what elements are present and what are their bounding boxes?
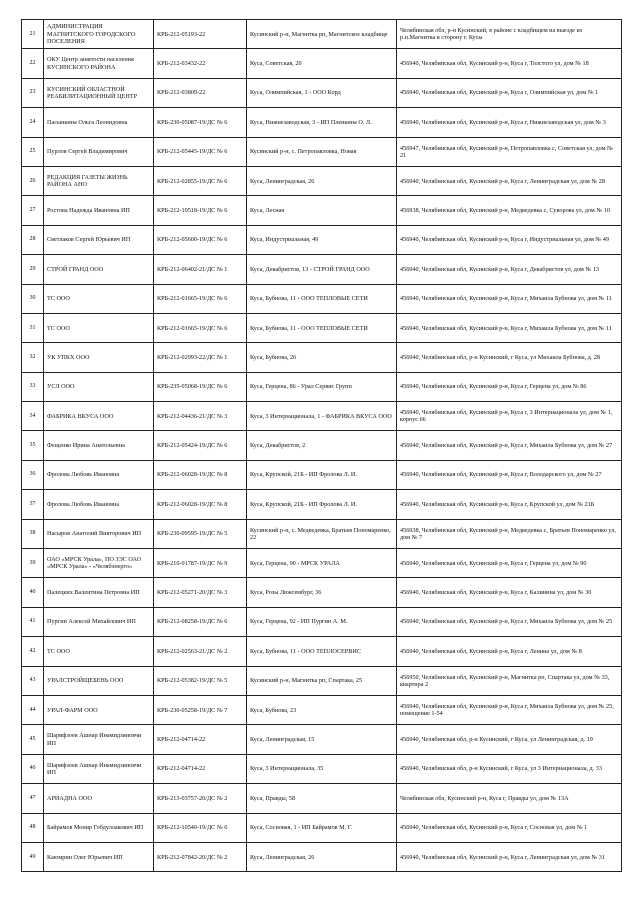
row-number-cell: 27	[22, 196, 44, 225]
table-row	[22, 313, 622, 342]
legal-address-cell: 456940, Челябинская обл, Кусинский р-н, Куса г, Нижнезаводская ул, дом № 3	[397, 108, 622, 137]
organization-name-cell: Насыров Анатолий Викторович ИП	[44, 519, 154, 548]
organization-name-cell: Каюмрин Олег Юрьевич ИП	[44, 842, 154, 871]
organization-name-cell: АДМИНИСТРАЦИЯ МАГНИТСКОГО ГОРОДСКОГО ПОСЕЛЕНИЯ	[44, 20, 154, 49]
table-row	[22, 372, 622, 401]
table-row	[22, 549, 622, 578]
row-number-cell: 28	[22, 225, 44, 254]
registry-code-cell: КРБ-212-05600-19/ДС № 6	[154, 225, 247, 254]
object-location-cell: Куса, Ленинградская, 26	[247, 842, 397, 871]
organization-name-cell: ТС ООО	[44, 313, 154, 342]
legal-address-cell: Челябинская обл, р-н Кусинский, в районе с кладбищем на выезде из р.п.Магнитка в сторону г. Кусы	[397, 20, 622, 49]
legal-address-cell: 456940, Челябинская обл, р-н Кусинский, г Куса, ул Ленинградская, д. 19	[397, 725, 622, 754]
registry-code-cell: КРБ-230-09595-19/ДС № 5	[154, 519, 247, 548]
table-row	[22, 284, 622, 313]
registry-code-cell: КРБ-212-01665-19/ДС № 6	[154, 313, 247, 342]
object-location-cell: Куса, Декабристов, 13 - СТРОЙ ГРАНД ООО	[247, 255, 397, 284]
legal-address-cell: 456940, Челябинская обл, Кусинский р-н, Куса г, Ленинградская ул, дом № 28	[397, 166, 622, 195]
table-row	[22, 20, 622, 49]
legal-address-cell: 456938, Челябинская обл, Кусинский р-н, Медведевка с, Братьев Пономаренко ул, дом № 7	[397, 519, 622, 548]
organization-name-cell: АРИАДНА ООО	[44, 784, 154, 813]
row-number-cell: 33	[22, 372, 44, 401]
organization-name-cell: Байрамов Монир Гобдуллакович ИП	[44, 813, 154, 842]
row-number-cell: 32	[22, 343, 44, 372]
table-row	[22, 813, 622, 842]
legal-address-cell: 456940, Челябинская обл, Кусинский р-н, Куса г, Михаила Бубнова ул, дом № 11	[397, 313, 622, 342]
object-location-cell: Куса, Крупской, 21Б - ИП Фролова Л. И.	[247, 490, 397, 519]
object-location-cell: Куса, Бубнова, 23	[247, 695, 397, 724]
organization-name-cell: РЕДАКЦИЯ ГАЗЕТЫ ЖИЗНЬ РАЙОНА АНО	[44, 166, 154, 195]
registry-code-cell: КРБ-212-05382-19/ДС № 5	[154, 666, 247, 695]
object-location-cell: Куса, Крупской, 21Б - ИП Фролова Л. И.	[247, 460, 397, 489]
legal-address-cell: 456940, Челябинская обл, Кусинский р-н, Куса г, Сосновая ул, дом № 1	[397, 813, 622, 842]
row-number-cell: 21	[22, 20, 44, 49]
object-location-cell: Куса, Лесная	[247, 196, 397, 225]
row-number-cell: 31	[22, 313, 44, 342]
registry-code-cell: КРБ-212-04714-22	[154, 725, 247, 754]
legal-address-cell: 456940, Челябинская обл, Кусинский р-н, Куса г, Володарского ул, дом № 27	[397, 460, 622, 489]
registry-code-cell: КРБ-212-03809-22	[154, 78, 247, 107]
row-number-cell: 46	[22, 754, 44, 783]
organization-name-cell: Шарифзоев Ашнар Инамидзиновчи ИП	[44, 725, 154, 754]
table-row	[22, 578, 622, 607]
registry-code-cell: КРБ-210-01787-19/ДС № 9	[154, 549, 247, 578]
row-number-cell: 45	[22, 725, 44, 754]
legal-address-cell: 456940, Челябинская обл, Кусинский р-н, Куса г, Ленинградская ул, дом № 31	[397, 842, 622, 871]
organization-name-cell: Пургин Алексей Михайлович ИП	[44, 607, 154, 636]
row-number-cell: 26	[22, 166, 44, 195]
table-row	[22, 255, 622, 284]
registry-code-cell: КРБ-212-05424-19/ДС № 6	[154, 431, 247, 460]
registry-code-cell: КРБ-230-05258-19/ДС № 7	[154, 695, 247, 724]
organization-name-cell: Пасынкина Ольга Леонидовна	[44, 108, 154, 137]
legal-address-cell: 456940, Челябинская обл, Кусинский р-н, Куса г, Герцена ул, дом № 86	[397, 372, 622, 401]
legal-address-cell: 456940, Челябинская обл, Кусинский р-н, Куса г, Декабристов ул, дом № 13	[397, 255, 622, 284]
object-location-cell: Куса, Бубнова, 11 - ООО ТЕПЛОВЫЕ СЕТИ	[247, 313, 397, 342]
registry-code-cell: КРБ-212-05271-20/ДС № 3	[154, 578, 247, 607]
table-row	[22, 666, 622, 695]
row-number-cell: 29	[22, 255, 44, 284]
object-location-cell: Куса, Бубнова, 11 - ООО ТЕПЛОСЕРВИС	[247, 637, 397, 666]
object-location-cell: Куса, Бубнова, 11 - ООО ТЕПЛОВЫЕ СЕТИ	[247, 284, 397, 313]
row-number-cell: 38	[22, 519, 44, 548]
organization-name-cell: Пурлов Сергей Владимирович	[44, 137, 154, 166]
object-location-cell: Куса, Советская, 20	[247, 49, 397, 78]
registry-code-cell: КРБ-212-05193-22	[154, 20, 247, 49]
registry-table-body	[22, 20, 622, 872]
row-number-cell: 22	[22, 49, 44, 78]
legal-address-cell: 456940, Челябинская обл, Кусинский р-н, Куса г, Калинина ул, дом № 30	[397, 578, 622, 607]
table-row	[22, 637, 622, 666]
organization-name-cell: УК УПКХ ООО	[44, 343, 154, 372]
object-location-cell: Куса, Правды, 58	[247, 784, 397, 813]
organization-name-cell: Ростова Надежда Ивановна ИП	[44, 196, 154, 225]
legal-address-cell: Челябинская обл, Кусинский р-н, Куса г, Правды ул, дом № 13А	[397, 784, 622, 813]
table-row	[22, 695, 622, 724]
organization-name-cell: Фролова Любовь Ивановна	[44, 460, 154, 489]
object-location-cell: Куса, 3 Интернационала, 1 - ФАБРИКА ВКУСА ООО	[247, 402, 397, 431]
object-location-cell: Куса, Ленинградская, 15	[247, 725, 397, 754]
registry-code-cell: КРБ-212-02563-21/ДС № 2	[154, 637, 247, 666]
organization-name-cell: Фещенко Ирина Анатольевна	[44, 431, 154, 460]
table-row	[22, 842, 622, 871]
legal-address-cell: 456940, Челябинская обл, Кусинский р-н, Куса г, 3 Интернационала ул, дом № 1, корпус 66	[397, 402, 622, 431]
object-location-cell: Куса, Сосновая, 1 - ИП Байрамов М. Г.	[247, 813, 397, 842]
row-number-cell: 25	[22, 137, 44, 166]
object-location-cell: Куса, Бубнова, 26	[247, 343, 397, 372]
registry-code-cell: КРБ-212-07842-20/ДС № 2	[154, 842, 247, 871]
table-row	[22, 225, 622, 254]
legal-address-cell: 456940, Челябинская обл, р-н Кусинский, г Куса, ул Михаила Бубнова, д. 28	[397, 343, 622, 372]
registry-code-cell: КРБ-212-04714-22	[154, 754, 247, 783]
object-location-cell: Куса, Нижнезаводская, 3 - ИП Пленкина О. Л.	[247, 108, 397, 137]
row-number-cell: 41	[22, 607, 44, 636]
table-row	[22, 78, 622, 107]
registry-table	[21, 19, 622, 872]
table-row	[22, 196, 622, 225]
object-location-cell: Куса, Индустриальная, 49	[247, 225, 397, 254]
organization-name-cell: УРАЛСТРОЙЩЕБЕНЬ ООО	[44, 666, 154, 695]
organization-name-cell: ОКУ Центр занятости населения КУСИНСКОГО РАЙОНА	[44, 49, 154, 78]
document-page	[21, 19, 621, 872]
row-number-cell: 37	[22, 490, 44, 519]
table-row	[22, 754, 622, 783]
registry-code-cell: КРБ-212-10518-19/ДС № 6	[154, 196, 247, 225]
registry-code-cell: КРБ-212-06028-19/ДС № 8	[154, 490, 247, 519]
legal-address-cell: 456940, Челябинская обл, Кусинский р-н, Куса г, Герцена ул, дом № 90	[397, 549, 622, 578]
organization-name-cell: Светлаков Сергей Юрьевич ИП	[44, 225, 154, 254]
table-row	[22, 108, 622, 137]
organization-name-cell: Фролова Любовь Ивановна	[44, 490, 154, 519]
organization-name-cell: Палецких Валентина Петровна ИП	[44, 578, 154, 607]
registry-code-cell: КРБ-213-03757-20/ДС № 2	[154, 784, 247, 813]
registry-code-cell: КРБ-230-05087-19/ДС № 6	[154, 108, 247, 137]
row-number-cell: 34	[22, 402, 44, 431]
registry-code-cell: КРБ-212-05445-19/ДС № 6	[154, 137, 247, 166]
table-row	[22, 343, 622, 372]
organization-name-cell: ФАБРИКА ВКУСА ООО	[44, 402, 154, 431]
organization-name-cell: УРАЛ-ФАРМ ООО	[44, 695, 154, 724]
registry-code-cell: КРБ-212-02855-19/ДС № 6	[154, 166, 247, 195]
registry-code-cell: КРБ-212-08258-19/ДС № 6	[154, 607, 247, 636]
object-location-cell: Кусинский р-н, Магнитка рп, Спартака, 25	[247, 666, 397, 695]
registry-code-cell: КРБ-212-01665-19/ДС № 6	[154, 284, 247, 313]
table-row	[22, 519, 622, 548]
table-row	[22, 490, 622, 519]
registry-code-cell: КРБ-212-06402-21/ДС № 1	[154, 255, 247, 284]
row-number-cell: 43	[22, 666, 44, 695]
legal-address-cell: 456940, Челябинская обл, Кусинский р-н, Куса г, Олимпийская ул, дом № 1	[397, 78, 622, 107]
legal-address-cell: 456940, Челябинская обл, Кусинский р-н, Куса г, Михаила Бубнова ул, дом № 25, помещение 1-54	[397, 695, 622, 724]
object-location-cell: Кусинский р-н, с. Медведевка, Братьев Пономаренко, 22	[247, 519, 397, 548]
legal-address-cell: 456940, Челябинская обл, Кусинский р-н, Куса г, Михаила Бубнова ул, дом № 11	[397, 284, 622, 313]
legal-address-cell: 456950, Челябинская обл, Кусинский р-н, Магнитка рп, Спартака ул, дом № 33, квартира 2	[397, 666, 622, 695]
row-number-cell: 44	[22, 695, 44, 724]
row-number-cell: 39	[22, 549, 44, 578]
registry-code-cell: КРБ-212-10540-19/ДС № 6	[154, 813, 247, 842]
object-location-cell: Куса, Герцена, 86 - Урал Сервис Групп	[247, 372, 397, 401]
row-number-cell: 36	[22, 460, 44, 489]
legal-address-cell: 456940, Челябинская обл, Кусинский р-н, Куса г, Михаила Бубнова ул, дом № 27	[397, 431, 622, 460]
legal-address-cell: 456947, Челябинская обл, Кусинский р-н, Петропавловка с, Советская ул, дом № 21	[397, 137, 622, 166]
legal-address-cell: 456940, Челябинская обл, р-н Кусинский, г Куса, ул 3 Интернационала, д. 33	[397, 754, 622, 783]
organization-name-cell: СТРОЙ ГРАНД ООО	[44, 255, 154, 284]
organization-name-cell: ТС ООО	[44, 284, 154, 313]
object-location-cell: Куса, Ленинградская, 26	[247, 166, 397, 195]
registry-code-cell: КРБ-212-06028-19/ДС № 8	[154, 460, 247, 489]
legal-address-cell: 456940, Челябинская обл, Кусинский р-н, Куса г, Михаила Бубнова ул, дом № 25	[397, 607, 622, 636]
row-number-cell: 35	[22, 431, 44, 460]
table-row	[22, 460, 622, 489]
row-number-cell: 23	[22, 78, 44, 107]
object-location-cell: Куса, Герцена, 92 - ИП Пургин А. М.	[247, 607, 397, 636]
row-number-cell: 42	[22, 637, 44, 666]
table-row	[22, 725, 622, 754]
legal-address-cell: 456938, Челябинская обл, Кусинский р-н, Медведевка с, Суворова ул, дом № 10	[397, 196, 622, 225]
legal-address-cell: 456940, Челябинская обл, Кусинский р-н, Куса г, Ленина ул, дом № 8	[397, 637, 622, 666]
registry-code-cell: КРБ-212-02993-22/ДС № 1	[154, 343, 247, 372]
row-number-cell: 30	[22, 284, 44, 313]
object-location-cell: Куса, 3 Интернационала, 35	[247, 754, 397, 783]
object-location-cell: Кусинский р-н, с. Петропавловка, Новая	[247, 137, 397, 166]
registry-code-cell: КРБ-235-05068-19/ДС № 6	[154, 372, 247, 401]
table-row	[22, 137, 622, 166]
legal-address-cell: 456940, Челябинская обл, Кусинский р-н, Куса г, Толстого ул, дом № 18	[397, 49, 622, 78]
table-row	[22, 166, 622, 195]
object-location-cell: Кусинский р-н, Магнитка рп, Магнитское кладбище	[247, 20, 397, 49]
organization-name-cell: КУСИНСКИЙ ОБЛАСТНОЙ РЕАБИЛИТАЦИОННЫЙ ЦЕНТР	[44, 78, 154, 107]
object-location-cell: Куса, Герцена, 90 - МРСК УРАЛА	[247, 549, 397, 578]
organization-name-cell: ТС ООО	[44, 637, 154, 666]
table-row	[22, 402, 622, 431]
table-row	[22, 607, 622, 636]
organization-name-cell: УСЛ ООО	[44, 372, 154, 401]
registry-code-cell: КРБ-212-03432-22	[154, 49, 247, 78]
legal-address-cell: 456940, Челябинская обл, Кусинский р-н, Куса г, Индустриальная ул, дом № 49	[397, 225, 622, 254]
organization-name-cell: Шарифзоев Ашнар Инамидзиновчи ИП	[44, 754, 154, 783]
row-number-cell: 49	[22, 842, 44, 871]
row-number-cell: 24	[22, 108, 44, 137]
table-row	[22, 49, 622, 78]
row-number-cell: 40	[22, 578, 44, 607]
row-number-cell: 48	[22, 813, 44, 842]
organization-name-cell: ОАО «МРСК Урала», ПО ЗЭС ОАО «МРСК Урала» - «Челябэнерго»	[44, 549, 154, 578]
legal-address-cell: 456940, Челябинская обл, Кусинский р-н, Куса г, Крупской ул, дом № 21Б	[397, 490, 622, 519]
object-location-cell: Куса, Олимпийская, 1 - ООО Корд	[247, 78, 397, 107]
registry-code-cell: КРБ-212-04436-21/ДС № 3	[154, 402, 247, 431]
row-number-cell: 47	[22, 784, 44, 813]
object-location-cell: Куса, Розы Люксембург, 36	[247, 578, 397, 607]
object-location-cell: Куса, Декабристов, 2	[247, 431, 397, 460]
table-row	[22, 784, 622, 813]
table-row	[22, 431, 622, 460]
